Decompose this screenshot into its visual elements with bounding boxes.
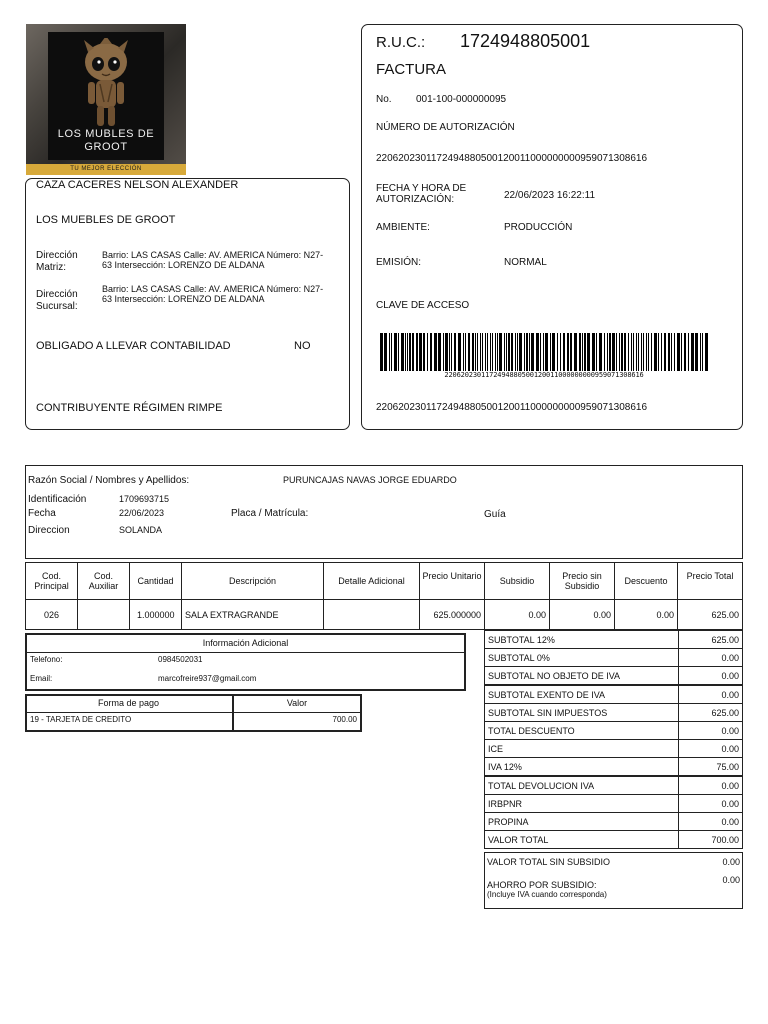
th-precio-unitario [419, 562, 485, 600]
barcode-bar [664, 333, 666, 371]
th-cod-auxiliar-line2: Auxiliar [88, 581, 119, 591]
barcode-bar [582, 333, 583, 371]
barcode-bar [691, 333, 694, 371]
totals-row-value: 0.00 [721, 744, 739, 755]
barcode-bar [545, 333, 548, 371]
issuer-trade-name: LOS MUEBLES DE GROOT [36, 214, 176, 226]
totals-row [484, 812, 743, 831]
barcode-bar [497, 333, 498, 371]
barcode-bar [574, 333, 577, 371]
ahorro-note: (Incluye IVA cuando corresponda) [487, 890, 607, 899]
barcode-bar [409, 333, 411, 371]
table-row-descripcion [181, 599, 324, 630]
barcode-bar [475, 333, 476, 371]
barcode-bar [705, 333, 708, 371]
totals-row-label: PROPINA [488, 817, 529, 827]
barcode-bar [526, 333, 528, 371]
totals-row-value: 0.00 [721, 653, 739, 664]
barcode-bar [607, 333, 608, 371]
barcode-bar [517, 333, 518, 371]
clave-value: 2206202301172494880500120011000000000959071308616 [376, 402, 648, 413]
matriz-label [36, 250, 78, 274]
table-row-cod-auxiliar [77, 599, 130, 630]
totals-row-value: 625.00 [711, 707, 739, 718]
barcode-bar [419, 333, 422, 371]
th-precio-total [677, 562, 743, 600]
matriz-label-line2: Matriz: [36, 262, 66, 273]
barcode-bar [380, 333, 383, 371]
barcode-bar [468, 333, 470, 371]
barcode-bar [519, 333, 522, 371]
totals-row-divider [678, 667, 679, 684]
barcode-bar [619, 333, 620, 371]
totals-row [484, 776, 743, 795]
barcode-bar [391, 333, 392, 371]
barcode-bar [394, 333, 397, 371]
table-row-subsidio [484, 599, 550, 630]
totals-row-label: SUBTOTAL SIN IMPUESTOS [488, 707, 608, 718]
table-row-descuento [614, 599, 678, 630]
barcode-bar [427, 333, 428, 371]
barcode-bar [681, 333, 682, 371]
auth-number: 2206202301172494880500120011000000000959071308616 [376, 153, 648, 164]
barcode-bar [579, 333, 581, 371]
logo-tagline: TU MEJOR ELECCIÓN [70, 166, 142, 172]
barcode-bar [560, 333, 561, 371]
barcode-bar [499, 333, 502, 371]
sucursal-address [102, 284, 323, 304]
barcode-bar [492, 333, 493, 371]
totals-row [484, 648, 743, 667]
forma-pago-label: Forma de pago [97, 698, 160, 708]
table-row-precio-sin [549, 599, 615, 630]
totals-row [484, 666, 743, 685]
email-value: marcofreire937@gmail.com [158, 674, 257, 683]
table-row-precio-total [677, 599, 743, 630]
totals-row [484, 703, 743, 722]
barcode-bar [490, 333, 491, 371]
guia-label: Guía [484, 509, 506, 520]
barcode-bar [465, 333, 466, 371]
totals-row [484, 721, 743, 740]
th-descuento [614, 562, 678, 600]
cell-cod-principal: 026 [43, 609, 60, 620]
barcode-bar [458, 333, 461, 371]
barcode-bar [412, 333, 414, 371]
razon-label: Razón Social / Nombres y Apellidos: [28, 475, 190, 486]
direccion-value: SOLANDA [119, 525, 163, 535]
totals-row-value: 0.00 [721, 726, 739, 736]
barcode-bar [587, 333, 590, 371]
barcode-bar [621, 333, 623, 371]
th-subsidio [484, 562, 550, 600]
th-precio-sin-line2: Subsidio [564, 581, 600, 591]
barcode-bar [552, 333, 555, 371]
contabilidad-value: NO [294, 340, 311, 352]
totals-row-label: SUBTOTAL 0% [488, 653, 550, 664]
barcode-bar [529, 333, 530, 371]
cell-subsidio: 0.00 [528, 610, 546, 620]
emision-value: NORMAL [504, 257, 547, 268]
barcode-bar [463, 333, 464, 371]
barcode-bar [405, 333, 406, 371]
barcode-bar [384, 333, 387, 371]
barcode-bar [636, 333, 637, 371]
barcode-bar [570, 333, 572, 371]
totals-row-label: VALOR TOTAL [488, 835, 549, 846]
totals-row-label: IVA 12% [488, 762, 522, 773]
barcode-bar [557, 333, 558, 371]
totals-row-divider [678, 704, 679, 721]
auth-date: 22/06/2023 16:22:11 [504, 190, 596, 201]
pago-divider-h [27, 712, 360, 713]
th-descripcion [181, 562, 324, 600]
info-divider [27, 652, 464, 653]
th-subsidio-text: Subsidio [499, 576, 535, 586]
barcode-bar [524, 333, 525, 371]
telefono-value: 0984502031 [158, 655, 203, 664]
totals-row-label: ICE [488, 744, 504, 755]
doc-type: FACTURA [376, 61, 447, 78]
id-label: Identificación [28, 494, 87, 505]
th-cod-principal-line1: Cod. [41, 571, 61, 581]
totals-row [484, 739, 743, 758]
invoice-number: 001-100-000000095 [416, 94, 507, 105]
th-precio-sin-subsidio [549, 562, 615, 600]
barcode-bar [671, 333, 672, 371]
table-row-cantidad [129, 599, 182, 630]
barcode-bar [445, 333, 448, 371]
barcode-bar [451, 333, 452, 371]
matriz-address-line2: 63 Intersección: LORENZO DE ALDANA [102, 260, 265, 270]
barcode-bar [567, 333, 569, 371]
valor-sin-subsidio-label: VALOR TOTAL SIN SUBSIDIO [487, 857, 611, 867]
totals-row-value: 0.00 [721, 671, 739, 682]
sucursal-label-line2: Sucursal: [36, 301, 78, 312]
totals-row [484, 830, 743, 849]
totals-row-value: 0.00 [721, 689, 739, 700]
barcode-bar [604, 333, 605, 371]
barcode-bar [563, 333, 565, 371]
auth-label: NÚMERO DE AUTORIZACIÓN [376, 122, 515, 133]
barcode-bar [389, 333, 390, 371]
barcode-bar [487, 333, 488, 371]
telefono-label: Telefono: [30, 655, 63, 664]
barcode-bar [638, 333, 639, 371]
logo-brand-line2: GROOT [84, 141, 128, 153]
barcode-image [380, 333, 708, 371]
ahorro-value: 0.00 [722, 875, 740, 885]
barcode-bar [550, 333, 551, 371]
totals-row-label: TOTAL DESCUENTO [488, 726, 575, 736]
barcode-bar [485, 333, 486, 371]
th-cantidad [129, 562, 182, 600]
barcode-bar [592, 333, 595, 371]
barcode-bar [641, 333, 642, 371]
barcode-bar [434, 333, 437, 371]
barcode-bar [508, 333, 510, 371]
totals-row-divider [678, 831, 679, 848]
ahorro-label: AHORRO POR SUBSIDIO: [487, 880, 597, 890]
totals-row-divider [678, 740, 679, 757]
barcode-bar [480, 333, 481, 371]
barcode-bar [430, 333, 432, 371]
barcode-bar [416, 333, 418, 371]
company-logo [26, 24, 186, 175]
barcode-bar [407, 333, 408, 371]
table-row-cod-principal [25, 599, 78, 630]
sucursal-label-line1: Dirección [36, 289, 78, 300]
th-cod-auxiliar-line1: Cod. [93, 571, 113, 581]
barcode-bar [612, 333, 615, 371]
table-row-detalle [323, 599, 420, 630]
barcode-bar [700, 333, 701, 371]
th-cod-principal-line2: Principal [34, 581, 69, 591]
totals-row-label: SUBTOTAL EXENTO DE IVA [488, 689, 606, 700]
groot-figure-icon [78, 38, 134, 130]
valor-sin-subsidio-value: 0.00 [722, 857, 740, 867]
th-precio-total-text: Precio Total [686, 571, 734, 581]
totals-row [484, 630, 743, 649]
id-value: 1709693715 [119, 494, 170, 504]
th-detalle [323, 562, 420, 600]
th-detalle-text: Detalle Adicional [338, 576, 405, 586]
email-label: Email: [30, 674, 53, 683]
barcode-bar [584, 333, 586, 371]
barcode-bar [661, 333, 662, 371]
barcode-bar [684, 333, 686, 371]
barcode-bar [472, 333, 474, 371]
barcode-bar [646, 333, 647, 371]
barcode-bar [651, 333, 652, 371]
barcode-bar [688, 333, 689, 371]
cell-precio-unitario: 625.000000 [433, 610, 481, 620]
barcode-bar [477, 333, 478, 371]
auth-date-label [376, 183, 466, 205]
contabilidad-label: OBLIGADO A LLEVAR CONTABILIDAD [36, 340, 231, 352]
barcode-bar [438, 333, 441, 371]
totals-row-divider [678, 631, 679, 648]
forma-pago-value: 19 - TARJETA DE CREDITO [30, 715, 132, 724]
cell-descripcion: SALA EXTRAGRANDE [185, 610, 279, 620]
barcode-bar [654, 333, 657, 371]
fecha-label: Fecha [28, 508, 56, 519]
totals-row [484, 685, 743, 704]
barcode-bar [658, 333, 659, 371]
matriz-address-line1: Barrio: LAS CASAS Calle: AV. AMERICA Número: N27- [102, 250, 324, 260]
fecha-value: 22/06/2023 [119, 508, 165, 518]
barcode-bar [536, 333, 539, 371]
info-adicional-title: Información Adicional [202, 638, 289, 648]
matriz-label-line1: Dirección [36, 250, 78, 261]
th-precio-unitario-text: Precio Unitario [422, 571, 482, 581]
sucursal-label [36, 289, 78, 313]
barcode-bar [511, 333, 513, 371]
totals-row-divider [678, 777, 679, 794]
issuer-name: CAZA CACERES NELSON ALEXANDER [36, 179, 239, 191]
barcode-bar [616, 333, 617, 371]
ambiente-value: PRODUCCIÓN [504, 222, 573, 233]
ruc-label: R.U.C.: [376, 34, 426, 51]
totals-row-label: TOTAL DEVOLUCION IVA [488, 780, 595, 791]
regimen-text: CONTRIBUYENTE RÉGIMEN RIMPE [36, 402, 223, 414]
th-cod-principal [25, 562, 78, 600]
barcode-bar [449, 333, 450, 371]
cell-precio-total: 625.00 [711, 610, 739, 620]
barcode-bar [677, 333, 680, 371]
ruc-value: 1724948805001 [460, 31, 591, 51]
totals-row-label: SUBTOTAL NO OBJETO DE IVA [488, 671, 621, 682]
valor-label: Valor [286, 698, 308, 708]
barcode-bar [674, 333, 675, 371]
th-cod-auxiliar [77, 562, 130, 600]
totals-row-label: SUBTOTAL 12% [488, 635, 555, 645]
table-row-precio-unitario [419, 599, 485, 630]
clave-label: CLAVE DE ACCESO [376, 300, 470, 311]
matriz-address [102, 250, 323, 270]
barcode-bar [495, 333, 496, 371]
cell-descuento: 0.00 [656, 610, 674, 620]
logo-brand-line1: LOS MUBLES DE [57, 128, 155, 140]
sucursal-address-line2: 63 Intersección: LORENZO DE ALDANA [102, 294, 265, 304]
cell-precio-sin: 0.00 [593, 610, 611, 620]
barcode-bar [633, 333, 634, 371]
barcode-bar [695, 333, 698, 371]
barcode-bar [543, 333, 544, 371]
barcode-bar [624, 333, 626, 371]
direccion-label: Direccion [28, 525, 70, 536]
totals-row-divider [678, 795, 679, 812]
barcode-bar [596, 333, 597, 371]
totals-row-label: IRBPNR [488, 798, 523, 809]
th-descripcion-text: Descripción [228, 576, 277, 586]
pago-valor-value: 700.00 [332, 715, 357, 724]
totals-row-divider [678, 758, 679, 775]
barcode-bar [702, 333, 703, 371]
auth-date-label-line1: FECHA Y HORA DE [376, 183, 467, 194]
totals-row-divider [678, 813, 679, 830]
barcode-bar [443, 333, 444, 371]
barcode-bar [515, 333, 516, 371]
razon-value: PURUNCAJAS NAVAS JORGE EDUARDO [283, 475, 457, 485]
barcode-bar [454, 333, 456, 371]
totals-row-value: 75.00 [716, 762, 739, 773]
sucursal-address-line1: Barrio: LAS CASAS Calle: AV. AMERICA Número: N27- [102, 284, 324, 294]
barcode-bar [401, 333, 404, 371]
barcode-bar [631, 333, 632, 371]
ambiente-label: AMBIENTE: [376, 222, 430, 233]
auth-date-label-line2: AUTORIZACIÓN: [376, 194, 455, 205]
th-descuento-text: Descuento [624, 576, 668, 586]
barcode-bar [628, 333, 629, 371]
barcode-bar [609, 333, 611, 371]
barcode-bar [643, 333, 644, 371]
barcode-bar [540, 333, 541, 371]
barcode-bar [648, 333, 649, 371]
totals-row-value: 700.00 [711, 835, 739, 846]
totals-row-divider [678, 686, 679, 703]
barcode-bar [506, 333, 507, 371]
totals-row-value: 0.00 [721, 817, 739, 827]
barcode-bar [398, 333, 399, 371]
emision-label: EMISIÓN: [376, 257, 422, 268]
totals-row [484, 757, 743, 776]
barcode-text: 2206202301172494880500120011000000000959071308616 [444, 371, 644, 379]
barcode-bar [599, 333, 602, 371]
barcode-bar [482, 333, 483, 371]
totals-row-value: 0.00 [721, 780, 739, 791]
barcode-bar [531, 333, 534, 371]
totals-row [484, 794, 743, 813]
totals-row-divider [678, 649, 679, 666]
th-precio-sin-line1: Precio sin [562, 571, 602, 581]
totals-row-value: 625.00 [711, 635, 739, 645]
totals-row-value: 0.00 [721, 798, 739, 809]
invoice-no-label: No. [376, 94, 392, 105]
cell-cantidad: 1.000000 [137, 610, 175, 620]
th-cantidad-text: Cantidad [137, 576, 174, 586]
totals-row-divider [678, 722, 679, 739]
barcode-bar [668, 333, 670, 371]
placa-label: Placa / Matrícula: [231, 508, 309, 519]
barcode-bar [504, 333, 505, 371]
barcode-bar [423, 333, 425, 371]
